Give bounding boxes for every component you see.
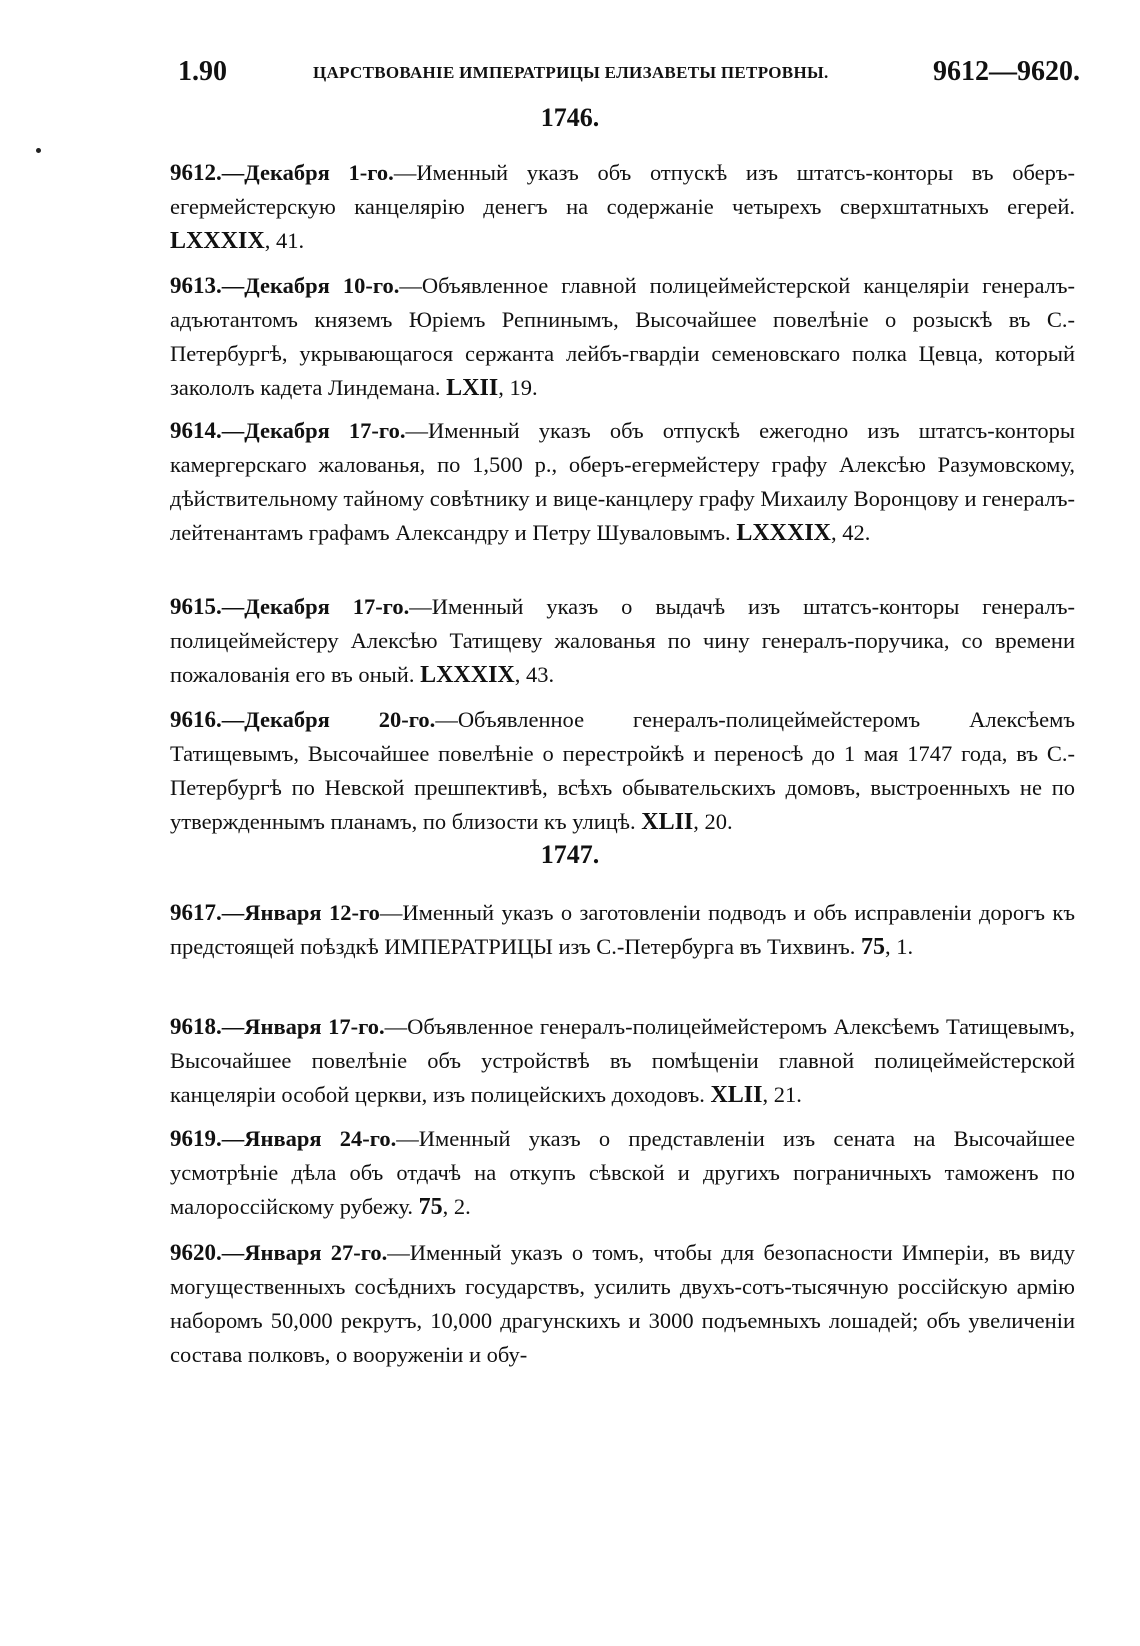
page-ref: , 20. [693,809,733,834]
page-ref: , 42. [831,520,871,545]
page-ref: , 21. [762,1082,802,1107]
entry-date: —Января 27-го. [221,1240,388,1265]
entry-date: —Декабря 10-го. [221,273,400,298]
volume-ref: XLII [641,809,694,835]
entry-text: —Именный указъ о заготовленіи подводъ и объ исправленіи дорогъ къ предстоящей поѣздкѣ ИМПЕРАТРИЦЫ изъ С.-Петербурга въ Тихвинъ. [170,900,1075,959]
entry-number: 9615. [170,594,222,619]
entry-9619 [170,1122,1075,1224]
volume-ref: LXII [446,375,499,401]
page-ref: , 43. [514,662,555,687]
volume-ref: LXXXIX [170,228,265,254]
entry-9620 [170,1236,1075,1372]
entry-text: —Объявленное главной полицеймейстерской канцеляріи генералъ-адъютантомъ княземъ Юріемъ Репнинымъ, Высочайшее повелѣніе о розыскѣ въ С.-Петербургѣ, укрывающагося сержанта лейбъ-гвардіи семеновскаго полка Цевца, который закололъ кадета Линдемана. [170,273,1076,400]
entry-9612 [170,156,1075,258]
page-ref: , 41. [264,228,305,253]
page-ref: , 19. [498,375,538,400]
stray-mark [36,148,41,153]
entry-text: —Именный указъ о томъ, чтобы для безопасности Имперіи, въ виду могущественныхъ сосѣднихъ государствъ, усилить двухъ-сотъ-тысячную россійскую армію наборомъ 50,000 рекрутъ, 10,000 драгунскихъ и 3000 подъемныхъ лошадей; объ увеличеніи состава полковъ, о вооруженіи и обу- [170,1240,1075,1367]
volume-ref: 75 [418,1194,443,1220]
page-number: 1.90 [178,56,227,87]
entry-9617 [170,896,1075,964]
entry-9615 [170,590,1075,692]
entry-date: —Января 12-го [221,900,380,925]
entry-text: —Именный указъ о представленіи изъ сената на Высочайшее усмотрѣніе дѣла объ отдачѣ на откупъ сѣвской и другихъ пограничныхъ таможенъ по малороссійскому рубежу. [170,1126,1076,1219]
entry-9614 [170,414,1075,550]
volume-ref: XLII [710,1082,763,1108]
volume-ref: LXXXIX [420,662,515,688]
entry-text: —Объявленное генералъ-полицеймейстеромъ Алексѣемъ Татищевымъ, Высочайшее повелѣніе объ устройствѣ въ помѣщеніи главной полицеймейстерской канцеляріи особой церкви, изъ полицейскихъ доходовъ. [170,1014,1076,1107]
page-header [178,56,1080,90]
entry-number: 9616. [170,707,222,732]
year-heading-1747: 1747. [540,840,600,869]
entry-date: —Января 17-го. [221,1014,385,1039]
page-ref: , 1. [885,934,914,959]
entry-text: —Именный указъ о выдачѣ изъ штатсъ-конторы генералъ-полицеймейстеру Алексѣю Татищеву жалованья по чину генералъ-поручика, со времени пожалованія его въ оный. [170,594,1075,687]
entry-number: 9612. [170,160,222,185]
running-title: ЦАРСТВОВАНІЕ ИМПЕРАТРИЦЫ ЕЛИЗАВЕТЫ ПЕТРОВНЫ. [313,63,829,82]
page-ref: , 2. [442,1194,471,1219]
entry-text: —Объявленное генералъ-полицеймейстеромъ Алексѣемъ Татищевымъ, Высочайшее повелѣніе о перестройкѣ и переносѣ до 1 мая 1747 года, въ С.-Петербургѣ по Невской прешпективѣ, всѣхъ обывательскихъ домовъ, выстроенныхъ не по утвержденнымъ планамъ, по близости къ улицѣ. [170,707,1075,834]
entry-9613 [170,269,1075,405]
entry-text: —Именный указъ объ отпускѣ ежегодно изъ штатсъ-конторы камергерскаго жалованья, по 1,500 р., оберъ-егермейстеру графу Алексѣю Разумовскому, дѣйствительному тайному совѣтнику и вице-канцлеру графу Михаилу Воронцову и генералъ-лейтенантамъ графамъ Александру и Петру Шуваловымъ. [170,418,1076,545]
entry-number: 9620. [170,1240,222,1265]
year-heading-1746: 1746. [540,103,600,132]
entry-number: 9614. [170,418,222,443]
entry-number: 9618. [170,1014,222,1039]
entry-9618 [170,1010,1075,1112]
volume-ref: 75 [861,934,886,960]
entry-date: —Декабря 17-го. [221,418,406,443]
entry-date: —Декабря 1-го. [221,160,394,185]
volume-ref: LXXXIX [736,520,831,546]
entry-text: —Именный указъ объ отпускѣ изъ штатсъ-конторы въ оберъ-егермейстерскую канцелярію денегъ на содержаніе четырехъ сверхштатныхъ егерей. [170,160,1075,219]
entry-range: 9612—9620. [933,56,1080,87]
entry-date: —Декабря 17-го. [221,594,410,619]
entry-9616 [170,703,1075,839]
entry-number: 9619. [170,1126,222,1151]
entry-date: —Января 24-го. [221,1126,397,1151]
entry-number: 9613. [170,273,222,298]
entry-number: 9617. [170,900,222,925]
entry-date: —Декабря 20-го. [221,707,436,732]
